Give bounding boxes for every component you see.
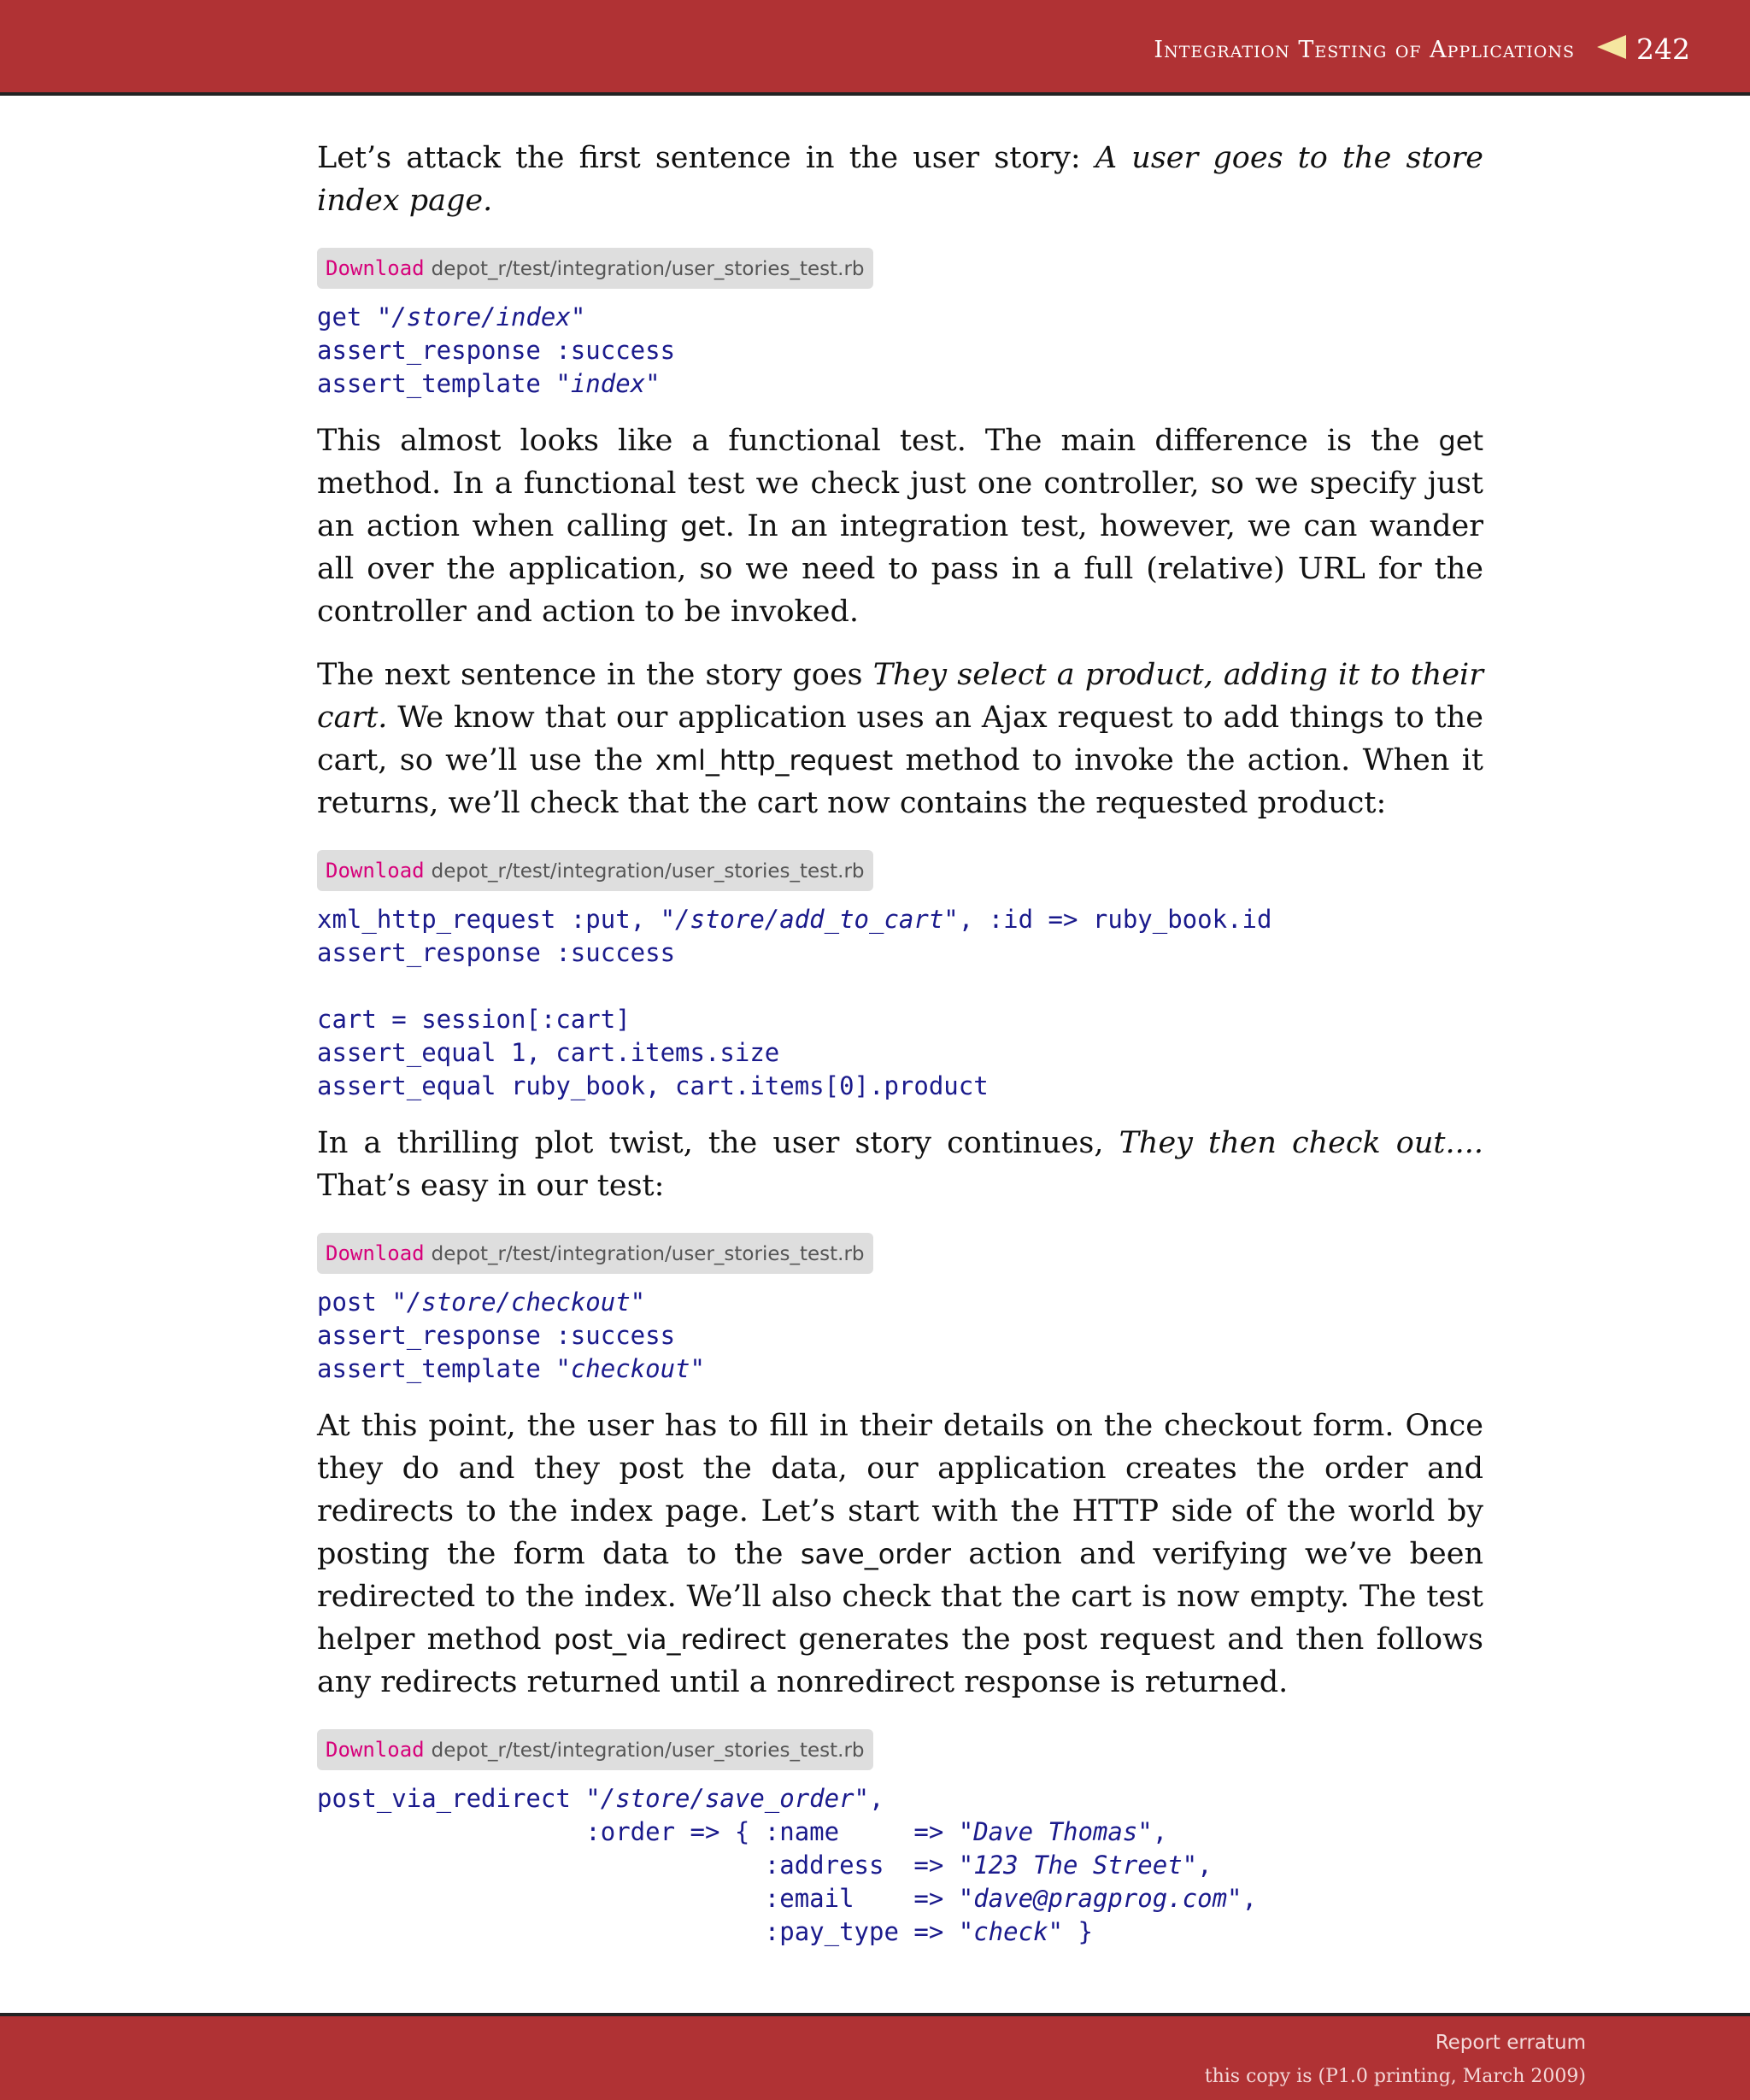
page-number: 242 [1636,32,1690,66]
inline-code: get [680,510,725,543]
download-link[interactable]: Download [326,859,425,883]
download-path[interactable]: depot_r/test/integration/user_stories_test.rb [431,860,865,883]
inline-code: post_via_redirect [553,1623,787,1656]
paragraph-5: At this point, the user has to fill in their details on the checkout form. Once they do and they post the data, our application creates the order and redirects to the index page. Let’s start with the HTTP side of the world by posting the form data to the save_order action and verifying we’ve been redirected to the index. We’ll also check that the cart is now empty. The test helper method post_via_redirect generates the post request and then follows any redirects returned until a nonredirect response is returned. [317,1409,1483,1699]
chapter-title: Integration Testing of Applications [1154,36,1575,63]
inline-code: get [1438,425,1483,457]
download-tab-1 [317,248,873,289]
paragraph-4: In a thrilling plot twist, the user story continues, They then check out.... That’s easy in our test: [317,1126,1483,1203]
page-content [317,137,1483,1968]
code-block-1: get "/store/index" assert_response :success assert_template "index" [317,302,676,398]
report-erratum-link[interactable]: Report erratum [1435,2032,1586,2054]
download-tab-2 [317,850,873,891]
download-link[interactable]: Download [326,256,425,280]
page-header [0,0,1750,96]
download-link[interactable]: Download [326,1241,425,1265]
download-tab-4 [317,1729,873,1770]
download-path[interactable]: depot_r/test/integration/user_stories_test.rb [431,258,865,280]
paragraph-2: This almost looks like a functional test. The main difference is the get method. In a functional test we check just one controller, so we specify just an action when calling get. In an integration test, however, we can wander all over the application, so we need to pass in a full (relative) URL for the controller and action to be invoked. [317,424,1483,629]
back-arrow-icon[interactable] [1597,35,1626,62]
code-block-2: xml_http_request :put, "/store/add_to_cart", :id => ruby_book.id assert_response :success cart = session[:cart] assert_equal 1, cart.items.size assert_equal ruby_book, cart.items[0].product [317,905,1272,1100]
download-tab-3 [317,1233,873,1274]
code-block-4: post_via_redirect "/store/save_order", :order => { :name => "Dave Thomas", :address => "123 The Street", :email => "dave@pragprog.com", :pay_type => "check" } [317,1784,1257,1946]
code-block-3: post "/store/checkout" assert_response :success assert_template "checkout" [317,1288,705,1383]
paragraph-1: Let’s attack the first sentence in the user story: A user goes to the store index page. [317,141,1484,218]
download-path[interactable]: depot_r/test/integration/user_stories_test.rb [431,1739,865,1762]
copy-notice: this copy is (P1.0 printing, March 2009) [1204,2066,1586,2087]
inline-code: save_order [800,1538,952,1570]
paragraph-3: The next sentence in the story goes They select a product, adding it to their cart. We know that our application uses an Ajax request to add things to the cart, so we’ll use the xml_http_request method to invoke the action. When it returns, we’ll check that the cart now contains the requested product: [317,658,1483,820]
download-link[interactable]: Download [326,1738,425,1762]
download-path[interactable]: depot_r/test/integration/user_stories_test.rb [431,1243,865,1265]
page-footer [0,2013,1750,2100]
inline-code: xml_http_request [655,744,894,777]
